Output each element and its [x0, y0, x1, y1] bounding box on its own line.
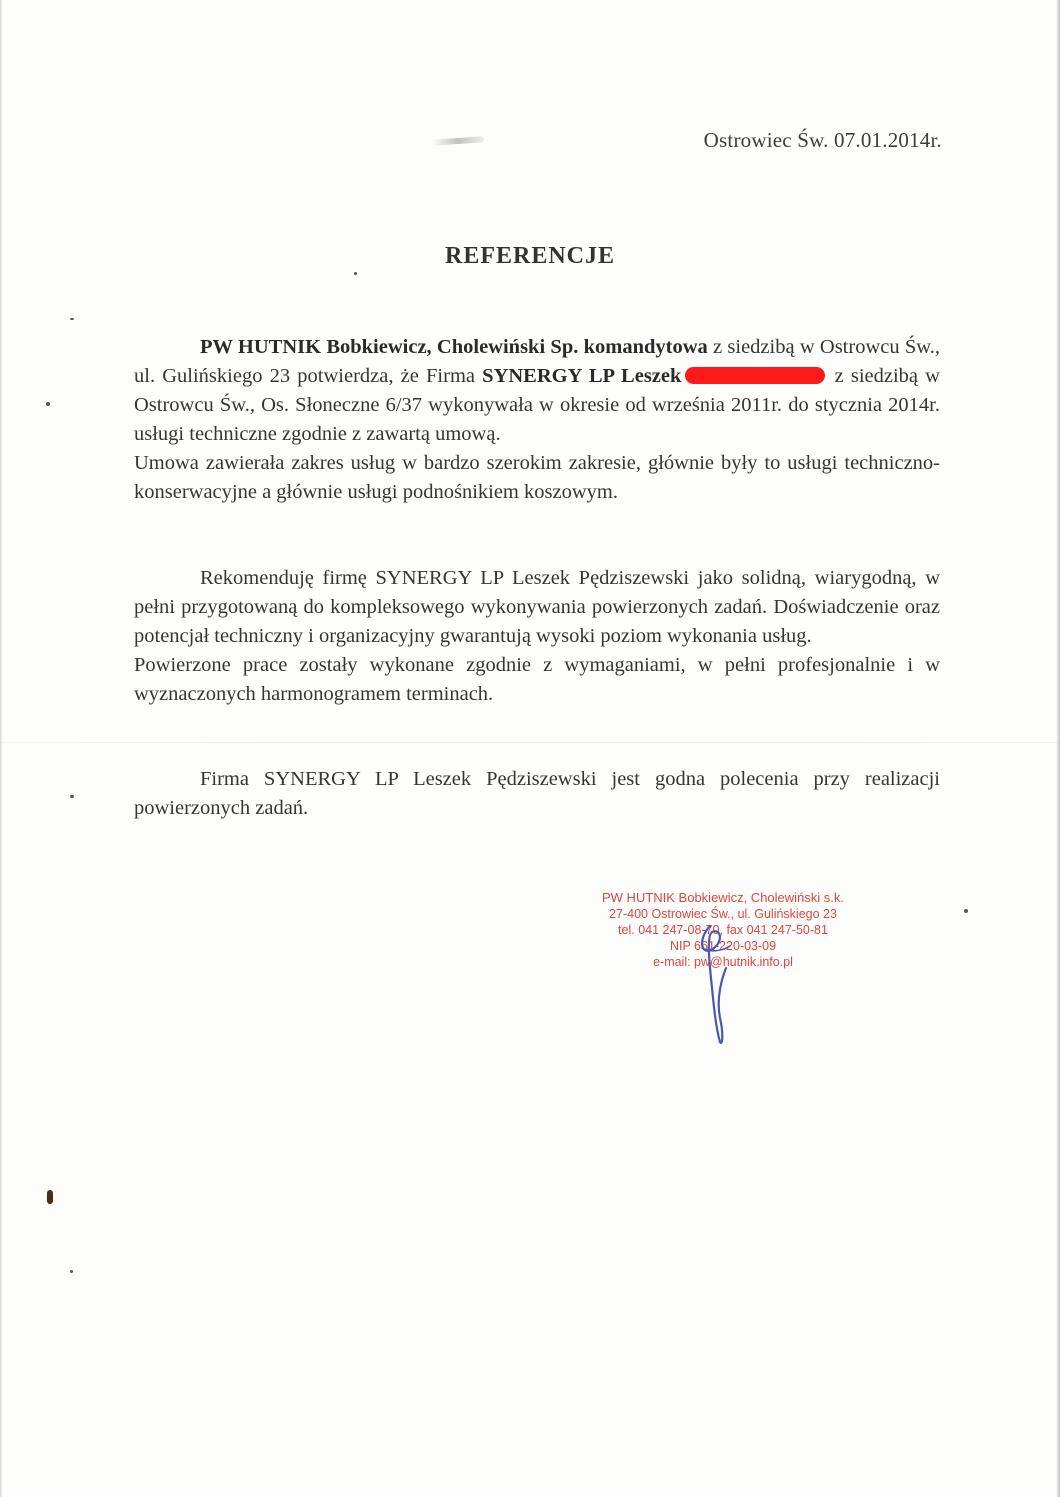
- paragraph-5: Firma SYNERGY LP Leszek Pędziszewski jest godna polecenia przy realizacji powierzonych zadań.: [134, 768, 940, 819]
- firm-name: SYNERGY LP Leszek: [482, 365, 682, 387]
- redaction-mark: [685, 367, 825, 384]
- paragraph-5-block: [134, 765, 940, 823]
- paragraph-4: Powierzone prace zostały wykonane zgodnie z wymaganiami, w pełni profesjonalnie i w wyznaczonych harmonogramem terminach.: [134, 654, 940, 705]
- paragraph-3: Rekomenduję firmę SYNERGY LP Leszek Pędziszewski jako solidną, wiarygodną, w pełni przygotowaną do kompleksowego wykonywania powierzonych zadań. Doświadczenie oraz potencjał techniczny i organizacyjny gwarantują wysoki poziom wykonania usług.: [134, 567, 940, 647]
- speck: [46, 402, 50, 406]
- paragraph-3-block: [134, 564, 940, 709]
- stamp-email: e-mail: pw@hutnik.info.pl: [653, 955, 793, 969]
- paragraph-1-text-b: z siedzibą w Ostrowcu Św., Os. Słoneczne 6/37 wykonywała w okresie od września 2011r. do stycznia 2014r. usługi techniczne zgodnie z zawartą umową.: [134, 365, 940, 445]
- handwritten-signature: [680, 918, 740, 1048]
- scan-edge-left: [0, 0, 3, 1497]
- stamp-nip: NIP 661-220-03-09: [669, 939, 777, 953]
- paragraph-1: [134, 333, 940, 507]
- company-name: PW HUTNIK Bobkiewicz, Cholewiński Sp. komandytowa: [200, 336, 708, 358]
- letter-date: Ostrowiec Św. 07.01.2014r.: [703, 128, 942, 152]
- speck: [70, 795, 74, 798]
- stamp-phone: tel. 041 247-08-70, fax 041 247-50-81: [618, 923, 828, 937]
- paragraph-1-text-a: z siedzibą w Ostrowcu Św., ul. Gulińskiego 23 potwierdza, że Firma: [134, 336, 940, 387]
- letter-title: REFERENCJE: [444, 243, 616, 269]
- stamp-company: PW HUTNIK Bobkiewicz, Cholewiński s.k.: [602, 890, 844, 905]
- speck: [354, 272, 357, 275]
- speck: [47, 1190, 53, 1204]
- stamp-address: 27-400 Ostrowiec Św., ul. Gulińskiego 23: [609, 907, 837, 921]
- speck: [70, 1270, 73, 1273]
- ink-smudge: [432, 136, 484, 146]
- signature-stroke: [702, 926, 726, 1043]
- speck: [964, 909, 968, 913]
- paper-fold-line: [0, 742, 1060, 743]
- scan-edge-right: [1056, 0, 1060, 1497]
- paragraph-2: Umowa zawierała zakres usług w bardzo szerokim zakresie, głównie były to usługi techniczno-konserwacyjne a głównie usługi podnośnikiem koszowym.: [134, 452, 940, 503]
- speck: [70, 318, 74, 320]
